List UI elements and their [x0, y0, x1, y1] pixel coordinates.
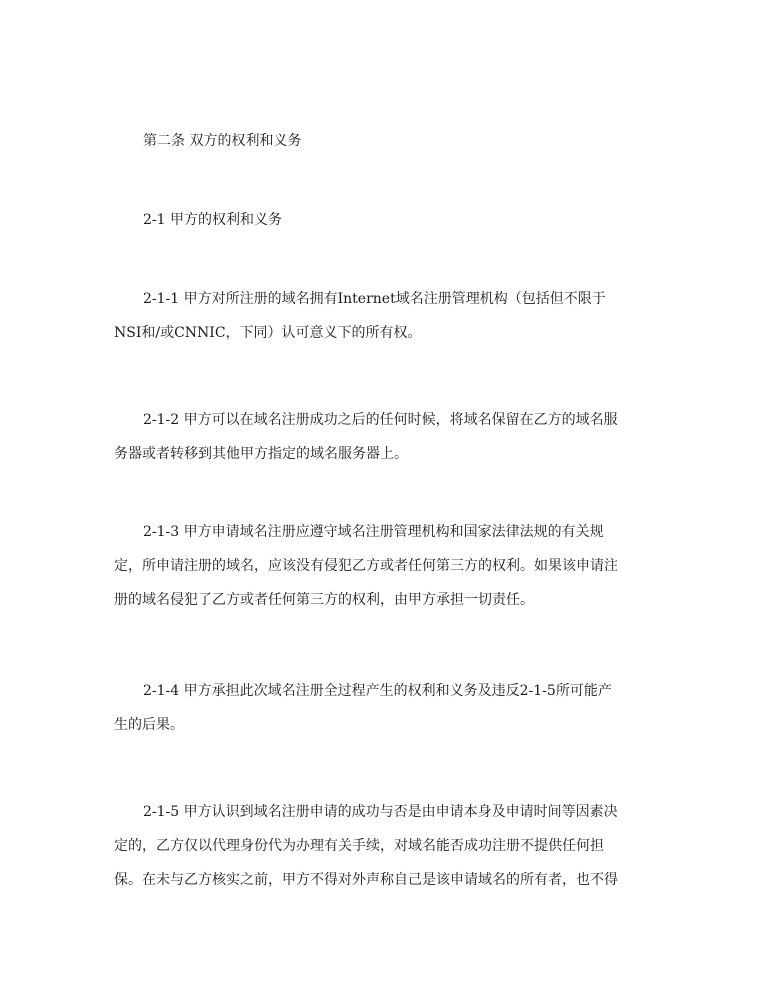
paragraph-2-1-3	[114, 515, 656, 617]
paragraph-line: 保。在未与乙方核实之前，甲方不得对外声称自己是该申请域名的所有者，也不得	[114, 872, 618, 888]
paragraph-line: 第二条 双方的权利和义务	[143, 133, 302, 149]
paragraph-line: 生的后果。	[114, 717, 184, 733]
paragraph-line: 2-1-3 甲方申请域名注册应遵守域名注册管理机构和国家法律法规的有关规	[143, 524, 604, 540]
paragraph-line: 2-1-1 甲方对所注册的域名拥有Internet域名注册管理机构（包括但不限于	[143, 291, 606, 307]
paragraph-line: 2-1-2 甲方可以在域名注册成功之后的任何时候，将域名保留在乙方的域名服	[143, 412, 618, 428]
paragraph-line: 定，所申请注册的域名，应该没有侵犯乙方或者任何第三方的权利。如果该申请注	[114, 558, 618, 574]
paragraph-line: 册的域名侵犯了乙方或者任何第三方的权利，由甲方承担一切责任。	[114, 592, 534, 608]
paragraph-line: 2-1-4 甲方承担此次域名注册全过程产生的权利和义务及违反2-1-5所可能产	[143, 683, 612, 699]
paragraph-2-1-1	[114, 282, 656, 350]
paragraph-2-1-2	[114, 403, 656, 471]
paragraph-2-1-heading	[114, 203, 656, 237]
paragraph-line: NSI和/或CNNIC，下同）认可意义下的所有权。	[114, 325, 422, 341]
paragraph-2-1-4	[114, 674, 656, 742]
paragraph-line: 2-1-5 甲方认识到域名注册申请的成功与否是由申请本身及申请时间等因素决	[143, 804, 618, 820]
paragraph-article-2-heading	[114, 124, 656, 158]
paragraph-line: 定的，乙方仅以代理身份代为办理有关手续，对域名能否成功注册不提供任何担	[114, 838, 604, 854]
paragraph-2-1-5	[114, 795, 656, 897]
paragraph-line: 务器或者转移到其他甲方指定的域名服务器上。	[114, 446, 408, 462]
paragraph-line: 2-1 甲方的权利和义务	[143, 212, 282, 228]
